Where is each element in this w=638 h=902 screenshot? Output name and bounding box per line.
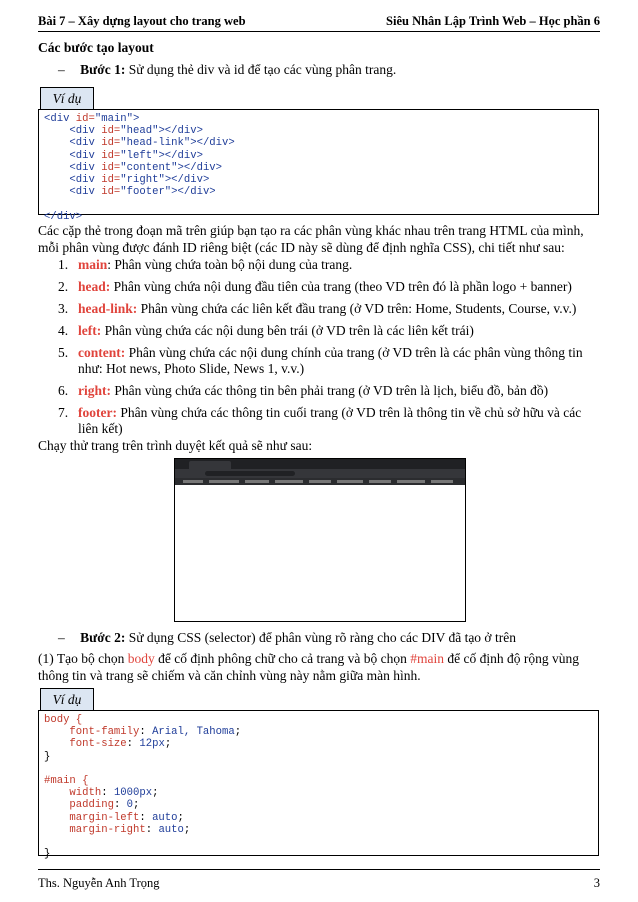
code-token: 1000px xyxy=(113,787,153,800)
code-line xyxy=(44,751,593,763)
list-item-number: 1. xyxy=(58,257,69,272)
browser-address-bar xyxy=(175,469,465,478)
code-token: margin-right xyxy=(44,823,146,836)
step2-line xyxy=(58,629,516,646)
intro-paragraph: Các cặp thẻ trong đoạn mã trên giúp bạn tạo ra các phân vùng khác nhau trên trang HTML của mình, mỗi phân vùng được đánh ID riêng biệt (các ID này sẽ dùng để định nghĩa CSS), chi tiết như sau: xyxy=(38,223,584,255)
bookmark-item xyxy=(275,480,303,483)
code-token: "main" xyxy=(94,113,134,125)
code-token: : xyxy=(145,823,159,836)
list-item xyxy=(38,323,598,339)
step2-text: Sử dụng CSS (selector) để phân vùng rõ ràng cho các DIV đã tạo ở trên xyxy=(125,630,516,645)
code-token: : xyxy=(126,738,140,751)
code-token: "right" xyxy=(120,174,165,187)
code-line xyxy=(44,186,593,198)
address-field xyxy=(205,471,295,476)
code-block-css xyxy=(38,710,599,861)
code-token: ></div> xyxy=(158,125,203,138)
code-token: id= xyxy=(75,113,95,125)
list-item-id: head-link: xyxy=(78,301,138,316)
code-token: <div xyxy=(44,137,102,150)
list-item xyxy=(38,345,598,377)
code-line xyxy=(44,812,593,824)
run-text: Chạy thử trang trên trình duyệt kết quả sẽ như sau: xyxy=(38,438,313,453)
code-line xyxy=(44,836,593,848)
bookmark-item xyxy=(397,480,425,483)
list-item-id: main xyxy=(78,257,108,272)
code-line xyxy=(44,714,593,726)
code-token: ></div> xyxy=(171,186,216,199)
code-token: : xyxy=(139,726,153,739)
code-token: padding xyxy=(44,799,114,812)
example-label-2: Ví dụ xyxy=(40,688,94,711)
code-line xyxy=(44,150,593,162)
list-item-separator: : xyxy=(107,257,112,272)
code-token: ></div> xyxy=(190,137,235,150)
list-item-number: 6. xyxy=(58,383,69,398)
code-token: : xyxy=(101,787,114,800)
code-token: ; xyxy=(234,726,242,739)
code-token: id= xyxy=(101,149,121,162)
step1-line xyxy=(58,61,396,78)
code-line xyxy=(44,162,593,174)
code-token: "left" xyxy=(120,149,159,162)
code-token: Arial, Tahoma xyxy=(152,726,235,739)
page-header xyxy=(38,14,600,32)
code-token: "footer" xyxy=(120,186,172,199)
code-token: font-family xyxy=(44,726,140,739)
selector-body: body xyxy=(127,651,155,666)
example-label-1: Ví dụ xyxy=(40,87,94,110)
code-token: } xyxy=(44,750,51,763)
code-token: id= xyxy=(101,137,121,150)
code-line xyxy=(44,174,593,186)
bookmark-item xyxy=(183,480,203,483)
browser-bookmarks-bar xyxy=(175,478,465,485)
page-footer xyxy=(38,869,600,891)
selector-main: #main xyxy=(410,651,444,666)
dash-bullet: – xyxy=(58,62,65,77)
code-line xyxy=(44,787,593,799)
list-item xyxy=(38,257,598,273)
code-line xyxy=(44,211,593,223)
code-token: "head" xyxy=(120,125,159,138)
code-token: > xyxy=(133,113,140,125)
step2-para-part: để cố định phông chữ cho cả trang và bộ chọn xyxy=(154,651,411,666)
code-token: auto xyxy=(158,823,184,836)
code-line xyxy=(44,824,593,836)
list-item-id: head: xyxy=(78,279,111,294)
list-item-number: 4. xyxy=(58,323,69,338)
browser-tab xyxy=(189,461,231,469)
code-line xyxy=(44,726,593,738)
code-token: ; xyxy=(183,823,191,836)
code-token: : xyxy=(113,799,127,812)
code-line xyxy=(44,125,593,137)
code-token: <div xyxy=(44,149,102,162)
list-item-id: content: xyxy=(78,345,126,360)
list-item-id: right: xyxy=(78,383,111,398)
code-token: <div xyxy=(44,125,102,138)
code-line xyxy=(44,763,593,775)
list-item-description: Phân vùng chứa các thông tin cuối trang (ở VD trên là thông tin về chủ sở hữu và các liên kết) xyxy=(78,405,582,436)
code-token: 12px xyxy=(139,738,165,751)
code-token: "content" xyxy=(120,161,178,174)
code-token: ></div> xyxy=(164,174,210,187)
bookmark-item xyxy=(309,480,331,483)
list-item-description: Phân vùng chứa các nội dung chính của trang (ở VD trên là các phân vùng thông tin như: Hot news, Photo Slide, News 1, v.v.) xyxy=(78,345,583,376)
list-item-number: 5. xyxy=(58,345,69,360)
list-item xyxy=(38,279,598,295)
code-token: <div xyxy=(44,161,102,174)
dash-bullet: – xyxy=(58,630,65,645)
code-token: <div xyxy=(44,174,102,187)
code-token: font-size xyxy=(44,738,127,751)
code-token: id= xyxy=(101,174,121,187)
bookmark-item xyxy=(245,480,269,483)
step2-label: Bước 2: xyxy=(80,630,126,645)
code-line xyxy=(44,198,593,210)
list-item-number: 2. xyxy=(58,279,69,294)
code-token: 0 xyxy=(126,799,134,812)
code-token: auto xyxy=(152,811,178,824)
code-token: ; xyxy=(133,799,140,812)
list-item-description: Phân vùng chứa nội dung đầu tiên của trang (theo VD trên đó là phần logo + banner) xyxy=(110,279,572,294)
code-line xyxy=(44,738,593,750)
code-token: </div> xyxy=(44,210,83,223)
code-token: ></div> xyxy=(158,149,203,162)
code-token: ; xyxy=(152,787,159,800)
code-token: ; xyxy=(177,811,184,824)
code-token: ></div> xyxy=(177,161,223,174)
list-item-description: Phân vùng chứa các liên kết đầu trang (ở VD trên: Home, Students, Course, v.v.) xyxy=(137,301,577,316)
step2-para-part: để cố định độ rộng vùng thông tin và trang sẽ chiếm và căn chỉnh vùng này nằm giữa màn hình. xyxy=(38,651,579,683)
list-item xyxy=(38,383,598,399)
page-number: 3 xyxy=(593,876,600,890)
section-title: Các bước tạo layout xyxy=(38,40,154,55)
step2-paragraph xyxy=(38,650,600,684)
code-token: <div xyxy=(44,186,102,199)
list-item-number: 7. xyxy=(58,405,69,420)
header-lesson-title: Bài 7 – Xây dựng layout cho trang web xyxy=(38,14,246,28)
code-token: width xyxy=(44,787,102,800)
list-item-number: 3. xyxy=(58,301,69,316)
list-item-id: footer: xyxy=(78,405,117,420)
browser-screenshot xyxy=(174,458,466,622)
code-line xyxy=(44,137,593,149)
bookmark-item xyxy=(209,480,239,483)
code-token: "head-link" xyxy=(120,137,191,150)
code-line xyxy=(44,775,593,787)
code-block-html xyxy=(38,109,599,223)
bookmark-item xyxy=(431,480,453,483)
code-token: } xyxy=(44,848,51,861)
step1-text: Sử dụng thẻ div và id để tạo các vùng phân trang. xyxy=(125,62,397,77)
code-token: id= xyxy=(101,125,121,138)
code-token: id= xyxy=(101,161,121,174)
code-token: ; xyxy=(164,738,172,751)
step2-para-part: (1) Tạo bộ chọn xyxy=(38,651,128,666)
step1-label: Bước 1: xyxy=(80,62,126,77)
list-item-description: Phân vùng chứa toàn bộ nội dung của trang. xyxy=(111,257,353,272)
code-line xyxy=(44,799,593,811)
code-line xyxy=(44,848,593,860)
list-item-description: Phân vùng chứa các thông tin bên phải trang (ở VD trên là lịch, biểu đồ, bản đồ) xyxy=(111,383,549,398)
code-token: #main { xyxy=(44,775,89,788)
code-token: id= xyxy=(101,186,121,199)
list-item-description: Phân vùng chứa các nội dung bên trái (ở VD trên là các liên kết trái) xyxy=(101,323,474,338)
code-line xyxy=(44,113,593,125)
header-course-title: Siêu Nhân Lập Trình Web – Học phần 6 xyxy=(386,14,600,28)
list-item xyxy=(38,301,598,317)
code-token: margin-left xyxy=(44,811,140,824)
footer-author: Ths. Nguyễn Anh Trọng xyxy=(38,876,160,890)
code-token: : xyxy=(139,811,153,824)
browser-tab-bar xyxy=(175,459,465,469)
bookmark-item xyxy=(337,480,363,483)
div-id-list xyxy=(38,257,598,443)
list-item xyxy=(38,405,598,437)
list-item-id: left: xyxy=(78,323,102,338)
code-token: body { xyxy=(44,714,83,726)
bookmark-item xyxy=(369,480,391,483)
code-token: <div xyxy=(44,113,76,125)
